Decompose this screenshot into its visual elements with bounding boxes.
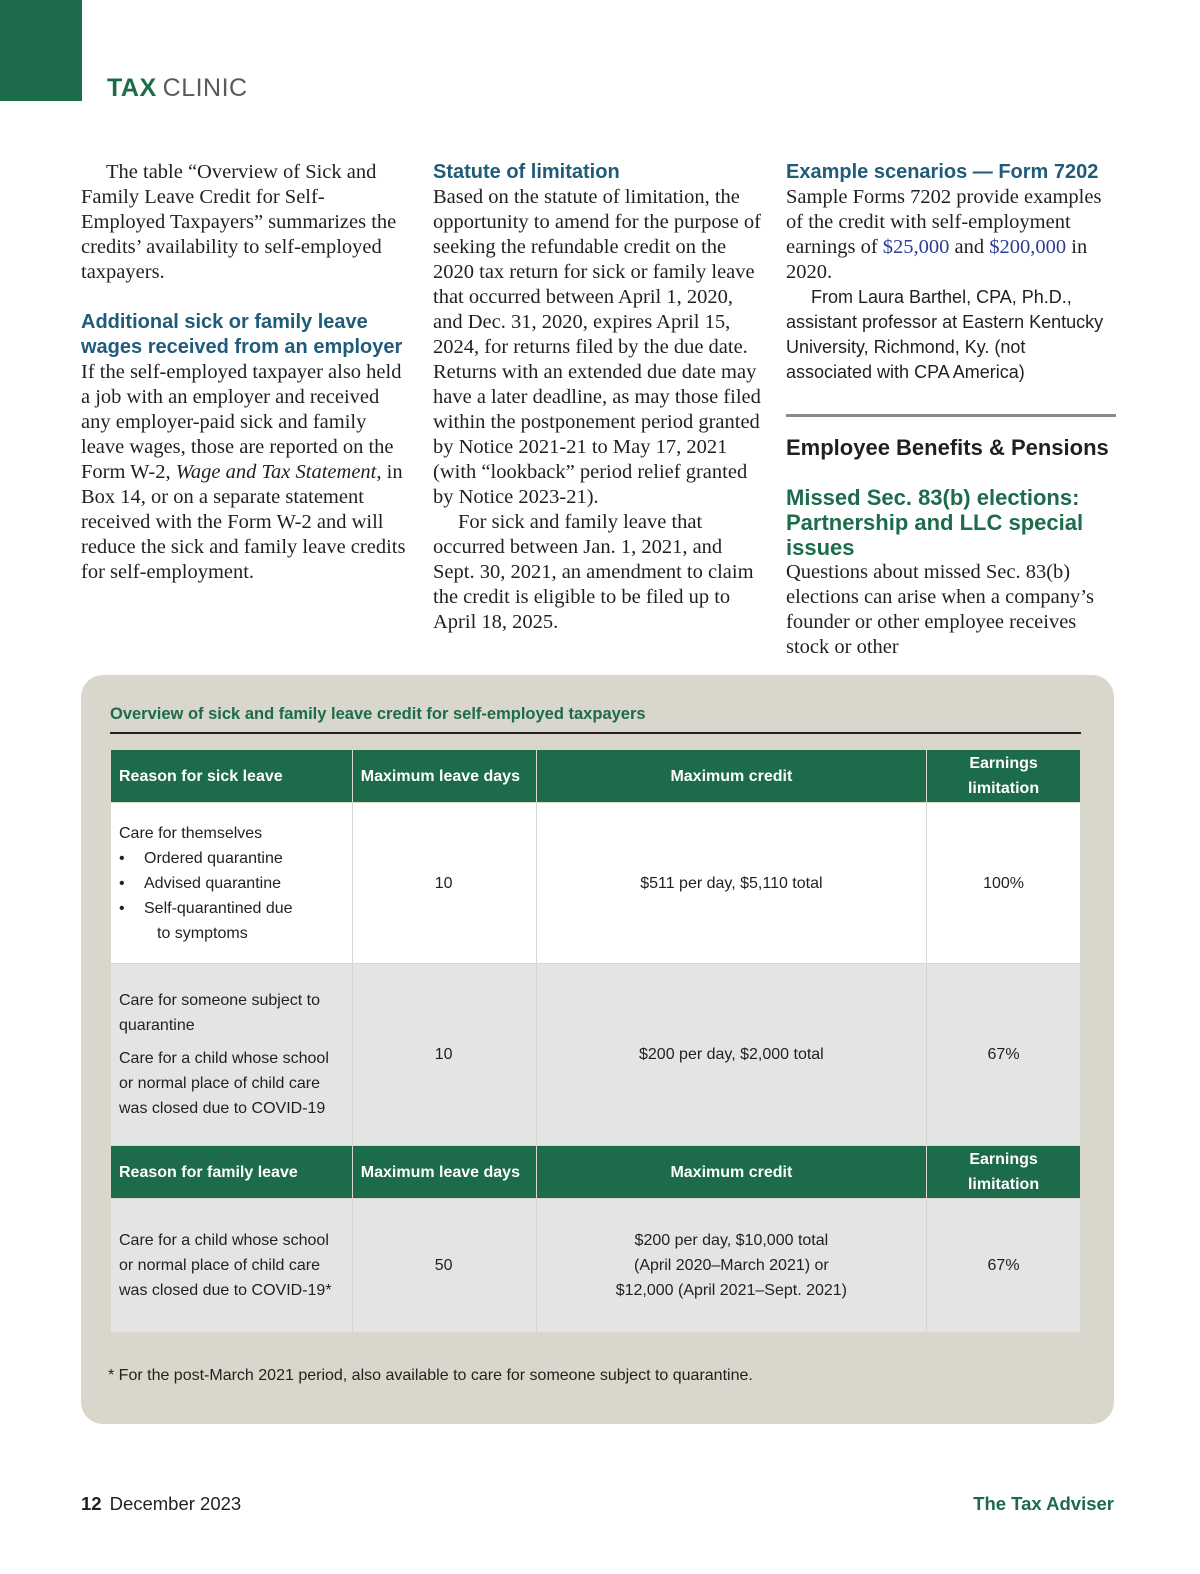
table-header-sick [111, 750, 1081, 803]
row1-credit: $511 per day, $5,110 total [536, 803, 926, 964]
article-body-83b: Questions about missed Sec. 83(b) elections can arise when a company’s founder or other employee receives stock or other [786, 561, 1094, 658]
row3-limit: 67% [927, 1199, 1081, 1333]
row3-credit [536, 1199, 926, 1333]
section-header [107, 74, 248, 103]
row2-days: 10 [352, 964, 536, 1146]
table-row [111, 1199, 1081, 1333]
additional-leave-text-b: , in Box 14, or on a separate statement received with the Form W-2 and will reduce the sick and family leave credits for self-employment. [81, 461, 406, 583]
header-reason-family: Reason for family leave [111, 1146, 353, 1199]
example-text-b: and [949, 236, 990, 258]
example-text-c: in 2020. [786, 236, 1088, 283]
page-number: 12 [81, 1493, 102, 1514]
additional-leave-text-a: If the self-employed taxpayer also held a job with an employer and received any employer-paid sick and family leave wages, those are reported on the Form W-2, [81, 361, 402, 483]
header-max-credit-family: Maximum credit [536, 1146, 926, 1199]
row1-bullet-2: • Advised quarantine [119, 871, 344, 896]
row2-reason [111, 964, 353, 1146]
heading-example-scenarios: Example scenarios — Form 7202 [786, 161, 1099, 183]
example-amount-2[interactable]: $200,000 [989, 236, 1067, 258]
row3-credit-line-1: $200 per day, $10,000 total [634, 1232, 829, 1249]
header-max-days: Maximum leave days [352, 750, 536, 803]
column-divider [786, 414, 1116, 417]
row2-reason-a: Care for someone subject to quarantine [119, 992, 320, 1034]
issue-date: December 2023 [109, 1493, 242, 1514]
row3-credit-line-2: (April 2020–March 2021) or [633, 1257, 829, 1274]
row2-limit: 67% [927, 964, 1081, 1146]
column-3 [786, 160, 1116, 660]
table-title-rule [110, 732, 1081, 734]
row3-credit-line-3: $12,000 (April 2021–Sept. 2021) [615, 1282, 847, 1299]
table-header-family [111, 1146, 1081, 1199]
page-footer-left [81, 1493, 241, 1515]
row1-days: 10 [352, 803, 536, 964]
row2-credit: $200 per day, $2,000 total [536, 964, 926, 1146]
header-earnings-limit: Earnings limitation [927, 750, 1081, 803]
table-row [111, 964, 1081, 1146]
statute-paragraph-2: For sick and family leave that occurred between Jan. 1, 2021, and Sept. 30, 2021, an amendment to claim the credit is eligible to be filed up to April 18, 2025. [433, 511, 754, 633]
overview-table [110, 749, 1081, 1333]
row3-days: 50 [352, 1199, 536, 1333]
additional-leave-paragraph [81, 360, 407, 585]
section-header-light: CLINIC [162, 74, 248, 102]
article-title-83b: Missed Sec. 83(b) elections: Partnership and LLC special issues [786, 485, 1084, 560]
section-header-bold: TAX [107, 74, 157, 102]
row1-bullet-3-cont: to symptoms [157, 924, 248, 942]
table-title: Overview of sick and family leave credit for self-employed taxpayers [110, 705, 646, 723]
example-text-a: Sample Forms 7202 provide examples of the credit with self-employment earnings of [786, 186, 1102, 258]
example-paragraph [786, 185, 1116, 285]
row1-bullet-3: • Self-quarantined due [119, 896, 344, 921]
form-w2-title: Wage and Tax Statement [175, 461, 377, 483]
row1-limit: 100% [927, 803, 1081, 964]
column-2 [433, 160, 763, 635]
header-max-credit: Maximum credit [536, 750, 926, 803]
intro-paragraph: The table “Overview of Sick and Family Leave Credit for Self-Employed Taxpayers” summarizes the credits’ availability to self-employed taxpayers. [81, 161, 397, 283]
row1-bullet-1: • Ordered quarantine [119, 846, 344, 871]
heading-statute: Statute of limitation [433, 161, 620, 183]
statute-paragraph-1: Based on the statute of limitation, the opportunity to amend for the purpose of seeking the refundable credit on the 2020 tax return for sick or family leave that occurred between April 1, 2020, and Dec. 31, 2020, expires April 15, 2024, for returns filed by the due date. Returns with an extended due date may have a later deadline, as may those filed within the postponement period granted by Notice 2021-21 to May 17, 2021 (with “lookback” period relief granted by Notice 2023-21). [433, 186, 761, 508]
section-title-benefits: Employee Benefits & Pensions [786, 435, 1109, 460]
section-color-tab [0, 0, 82, 101]
header-max-days-family: Maximum leave days [352, 1146, 536, 1199]
author-credit: From Laura Barthel, CPA, Ph.D., assistant professor at Eastern Kentucky University, Richmond, Ky. (not associated with CPA America) [786, 287, 1104, 382]
header-reason-sick: Reason for sick leave [111, 750, 353, 803]
row1-reason-title: Care for themselves [119, 824, 263, 842]
row1-reason [111, 803, 353, 964]
overview-table-box [81, 675, 1114, 1424]
example-amount-1[interactable]: $25,000 [882, 236, 950, 258]
publication-name: The Tax Adviser [973, 1493, 1114, 1514]
table-footnote: * For the post-March 2021 period, also available to care for someone subject to quarantine. [108, 1367, 753, 1384]
row2-reason-b: Care for a child whose school or normal place of child care was closed due to COVID-19 [119, 1050, 329, 1117]
heading-additional-leave: Additional sick or family leave wages received from an employer [81, 311, 403, 358]
row3-reason: Care for a child whose school or normal place of child care was closed due to COVID-19* [111, 1199, 353, 1333]
header-earnings-limit-family: Earnings limitation [927, 1146, 1081, 1199]
table-row [111, 803, 1081, 964]
column-1 [81, 160, 407, 585]
